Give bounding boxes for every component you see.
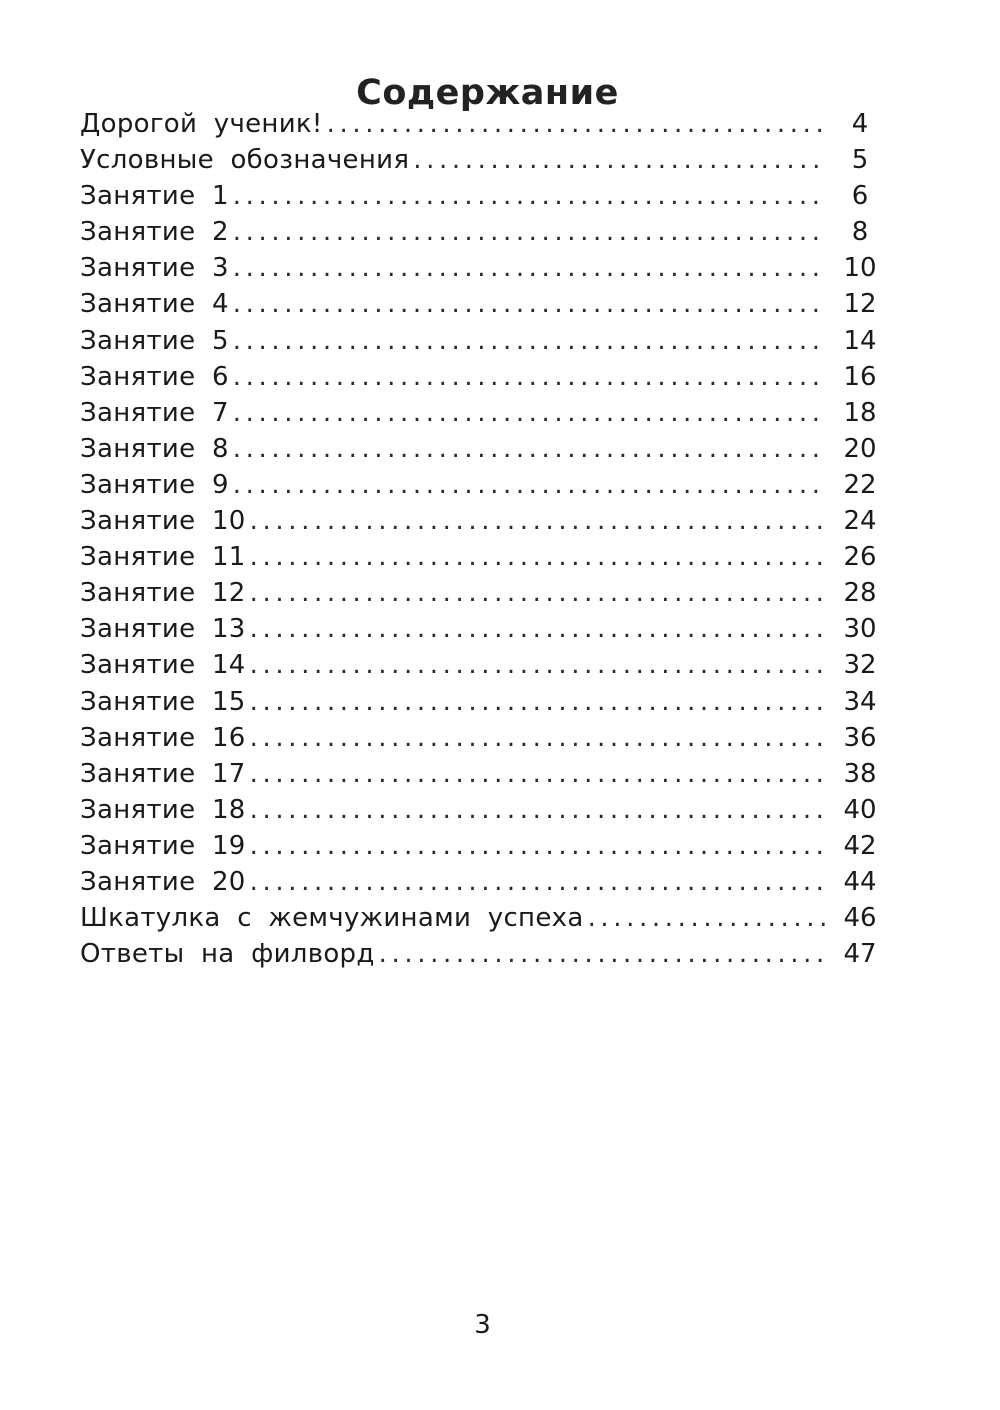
toc-entry-page: 8 <box>851 217 869 248</box>
toc-entry-page: 44 <box>843 866 877 897</box>
toc-entry-page: 14 <box>843 325 877 356</box>
toc-entry-label: Занятие 7 <box>80 397 229 428</box>
toc-entry-page: 42 <box>843 830 877 861</box>
toc-entry-label: Занятие 20 <box>80 866 246 897</box>
toc-entry-page: 36 <box>843 722 877 753</box>
toc-entry-label: Занятие 3 <box>80 253 229 284</box>
table-of-contents <box>80 106 880 972</box>
dot-leader <box>250 684 826 720</box>
toc-entry <box>80 250 880 286</box>
toc-entry-label: Занятие 13 <box>80 614 246 645</box>
dot-leader <box>327 106 826 142</box>
toc-entry <box>80 323 880 359</box>
toc-entry <box>80 720 880 756</box>
toc-entry-label: Занятие 4 <box>80 289 229 320</box>
toc-entry-label: Занятие 15 <box>80 686 246 717</box>
dot-leader <box>379 936 826 972</box>
toc-entry-page: 10 <box>843 253 877 284</box>
toc-entry <box>80 142 880 178</box>
toc-entry-label: Занятие 18 <box>80 794 246 825</box>
dot-leader <box>250 864 826 900</box>
dot-leader <box>233 250 826 286</box>
toc-entry <box>80 684 880 720</box>
toc-entry-page: 22 <box>843 469 877 500</box>
dot-leader <box>233 359 826 395</box>
toc-entry-label: Занятие 16 <box>80 722 246 753</box>
toc-entry-page: 26 <box>843 542 877 573</box>
toc-entry-label: Занятие 5 <box>80 325 229 356</box>
dot-leader <box>233 286 826 322</box>
dot-leader <box>588 900 826 936</box>
toc-entry-page: 12 <box>843 289 877 320</box>
toc-entry-page: 47 <box>843 939 877 970</box>
toc-entry-label: Шкатулка с жемчужинами успеха <box>80 903 584 934</box>
toc-entry-page: 16 <box>843 361 877 392</box>
toc-entry-label: Ответы на филворд <box>80 939 375 970</box>
toc-entry-page: 46 <box>843 903 877 934</box>
toc-entry-label: Занятие 1 <box>80 181 229 212</box>
dot-leader <box>250 503 826 539</box>
toc-entry <box>80 936 880 972</box>
toc-entry-label: Занятие 2 <box>80 217 229 248</box>
toc-entry <box>80 178 880 214</box>
dot-leader <box>250 828 826 864</box>
toc-entry-label: Занятие 8 <box>80 433 229 464</box>
toc-entry-label: Занятие 10 <box>80 506 246 537</box>
toc-entry <box>80 539 880 575</box>
toc-entry <box>80 503 880 539</box>
toc-entry <box>80 864 880 900</box>
toc-entry <box>80 828 880 864</box>
toc-entry <box>80 900 880 936</box>
toc-entry-label: Занятие 17 <box>80 758 246 789</box>
toc-entry-label: Занятие 6 <box>80 361 229 392</box>
dot-leader <box>413 142 826 178</box>
dot-leader <box>233 323 826 359</box>
toc-entry-page: 18 <box>843 397 877 428</box>
toc-entry <box>80 647 880 683</box>
dot-leader <box>250 756 826 792</box>
toc-entry <box>80 395 880 431</box>
toc-entry-label: Занятие 12 <box>80 578 246 609</box>
toc-entry <box>80 756 880 792</box>
page-title: Содержание <box>356 73 619 114</box>
toc-entry-page: 32 <box>843 650 877 681</box>
toc-entry-page: 5 <box>851 145 869 176</box>
toc-entry-label: Дорогой ученик! <box>80 109 323 139</box>
toc-entry-page: 4 <box>851 109 869 139</box>
dot-leader <box>233 431 826 467</box>
toc-entry-page: 24 <box>843 506 877 537</box>
toc-entry <box>80 575 880 611</box>
dot-leader <box>250 647 826 683</box>
dot-leader <box>250 611 826 647</box>
dot-leader <box>250 539 826 575</box>
toc-entry-page: 20 <box>843 433 877 464</box>
toc-entry <box>80 106 880 142</box>
toc-entry-page: 40 <box>843 794 877 825</box>
toc-entry-page: 38 <box>843 758 877 789</box>
toc-entry-page: 6 <box>851 181 869 212</box>
toc-entry-page: 30 <box>843 614 877 645</box>
toc-entry <box>80 359 880 395</box>
toc-entry <box>80 792 880 828</box>
toc-entry-label: Занятие 14 <box>80 650 246 681</box>
toc-entry <box>80 286 880 322</box>
dot-leader <box>233 395 826 431</box>
toc-entry <box>80 611 880 647</box>
toc-entry-page: 34 <box>843 686 877 717</box>
toc-entry <box>80 467 880 503</box>
toc-entry-label: Занятие 19 <box>80 830 246 861</box>
dot-leader <box>250 720 826 756</box>
toc-entry-label: Занятие 11 <box>80 542 246 573</box>
toc-entry-page: 28 <box>843 578 877 609</box>
dot-leader <box>233 214 826 250</box>
toc-entry <box>80 214 880 250</box>
dot-leader <box>233 178 826 214</box>
toc-entry-label: Занятие 9 <box>80 469 229 500</box>
dot-leader <box>250 792 826 828</box>
page-number: 3 <box>474 1310 491 1340</box>
toc-entry-label: Условные обозначения <box>80 145 410 176</box>
toc-entry <box>80 431 880 467</box>
dot-leader <box>250 575 826 611</box>
dot-leader <box>233 467 826 503</box>
